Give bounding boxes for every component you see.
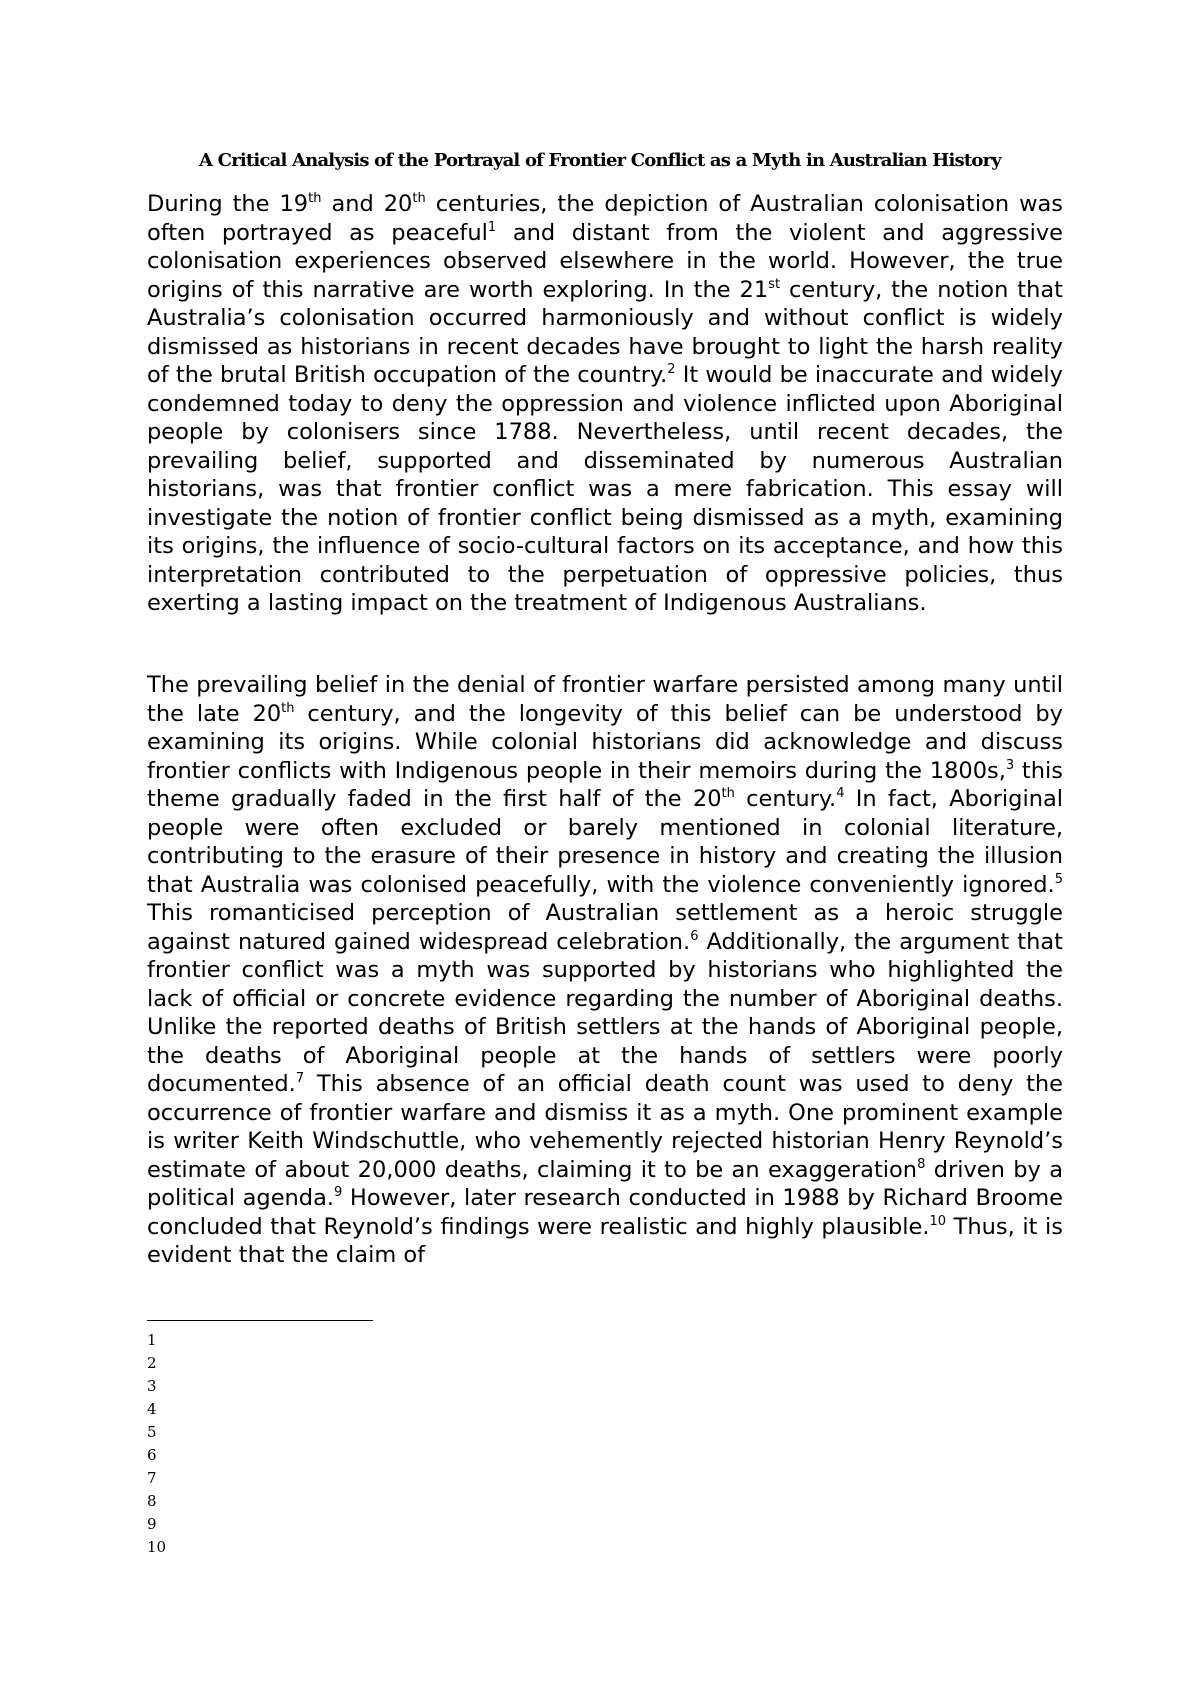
text-run: Additionally, the argument that frontier conflict was a myth was supported by historians who highlighted the lack of official or concrete evidence regarding the number of Aboriginal deaths. Unlike the reported deaths of British settlers at the hands of Aboriginal people, the deaths of Aboriginal people at the hands of settlers were poorly documented. xyxy=(147,928,1063,1097)
superscript-ordinal: th xyxy=(412,191,426,206)
superscript-ordinal: th xyxy=(281,700,295,716)
text-run: century, and the longevity of this belief can be understood by examining its origins. While colonial historians did acknowledge and discuss frontier conflicts with Indigenous people in their memoirs during the 1800s, xyxy=(147,700,1063,784)
text-run: driven by a political agenda. xyxy=(147,1156,1063,1211)
footnote-ref-1[interactable]: 1 xyxy=(487,219,497,235)
footnote-number: 9 xyxy=(147,1515,157,1533)
footnote-number: 8 xyxy=(147,1492,157,1510)
paragraph-origins xyxy=(147,671,1063,1270)
text-run: century, the notion that Australia’s colonisation occurred harmoniously and without conflict is widely dismissed as historians in recent decades have brought to light the harsh reality of the brutal British occupation of the country. xyxy=(147,276,1064,388)
superscript-ordinal: th xyxy=(721,786,735,801)
paragraph-intro xyxy=(147,190,1063,618)
text-run: and 20 xyxy=(321,191,413,217)
document-title: A Critical Analysis of the Portrayal of Frontier Conflict as a Myth in Australian History xyxy=(199,150,1001,171)
footnote-ref-5[interactable]: 5 xyxy=(1054,871,1063,887)
text-run: centuries, the depiction of Australian colonisation was often portrayed as peaceful xyxy=(147,191,1063,246)
text-run: During the 19 xyxy=(147,191,309,217)
footnote-ref-7[interactable]: 7 xyxy=(295,1071,305,1086)
footnote-ref-10[interactable]: 10 xyxy=(929,1213,947,1229)
text-run: This romanticised perception of Australian settlement as a heroic struggle against natured gained widespread celebration. xyxy=(147,900,1063,955)
text-run: The prevailing belief in the denial of frontier warfare persisted among many until the late 20 xyxy=(147,672,1063,727)
footnote-number: 5 xyxy=(147,1423,157,1441)
footnote-ref-2[interactable]: 2 xyxy=(667,362,676,377)
footnote-number: 2 xyxy=(147,1354,157,1372)
footnote-list xyxy=(147,1329,166,1559)
footnote-number: 1 xyxy=(147,1331,157,1349)
footnote-ref-3[interactable]: 3 xyxy=(1005,757,1015,773)
text-run: In fact, Aboriginal people were often excluded or barely mentioned in colonial literature, contributing to the erasure of their presence in history and creating the illusion that Australia was colonised peacefully, with the violence conveniently ignored. xyxy=(147,786,1064,898)
footnote-number: 3 xyxy=(147,1377,157,1395)
text-run: It would be inaccurate and widely condemned today to deny the oppression and violence inflicted upon Aboriginal people by colonisers since 1788. Nevertheless, until recent decades, the prevailing belief, supported and disseminated by numerous Australian historians, was that frontier conflict was a mere fabrication. This essay will investigate the notion of frontier conflict being dismissed as a myth, examining its origins, the influence of socio-cultural factors on its acceptance, and how this interpretation contributed to the perpetuation of oppressive policies, thus exerting a lasting impact on the treatment of Indigenous Australians. xyxy=(147,362,1063,616)
superscript-ordinal: th xyxy=(308,191,322,206)
footnote-number: 6 xyxy=(147,1446,157,1464)
footnote-separator xyxy=(147,1320,373,1321)
footnote-ref-4[interactable]: 4 xyxy=(836,786,845,801)
footnote-ref-6[interactable]: 6 xyxy=(690,928,699,944)
footnote-number: 10 xyxy=(147,1538,167,1556)
text-run: and distant from the violent and aggressive colonisation experiences observed elsewhere in the world. However, the true origins of this narrative are worth exploring. In the 21 xyxy=(147,219,1063,303)
text-run: Thus, it is evident that the claim of xyxy=(147,1213,1063,1268)
footnote-number: 4 xyxy=(147,1400,157,1418)
footnote-ref-8[interactable]: 8 xyxy=(917,1156,926,1172)
footnote-number: 7 xyxy=(147,1469,157,1487)
footnote-ref-9[interactable]: 9 xyxy=(334,1185,343,1200)
text-run: This absence of an official death count was used to deny the occurrence of frontier warfare and dismiss it as a myth. One prominent example is writer Keith Windschuttle, who vehemently rejected historian Henry Reynold’s estimate of about 20,000 deaths, claiming it to be an exaggeration xyxy=(147,1071,1063,1183)
superscript-ordinal: st xyxy=(768,276,781,292)
text-run: century. xyxy=(734,786,837,812)
text-run: this theme gradually faded in the first half of the 20 xyxy=(147,757,1063,812)
text-run: However, later research conducted in 1988 by Richard Broome concluded that Reynold’s findings were realistic and highly plausible. xyxy=(147,1185,1063,1240)
